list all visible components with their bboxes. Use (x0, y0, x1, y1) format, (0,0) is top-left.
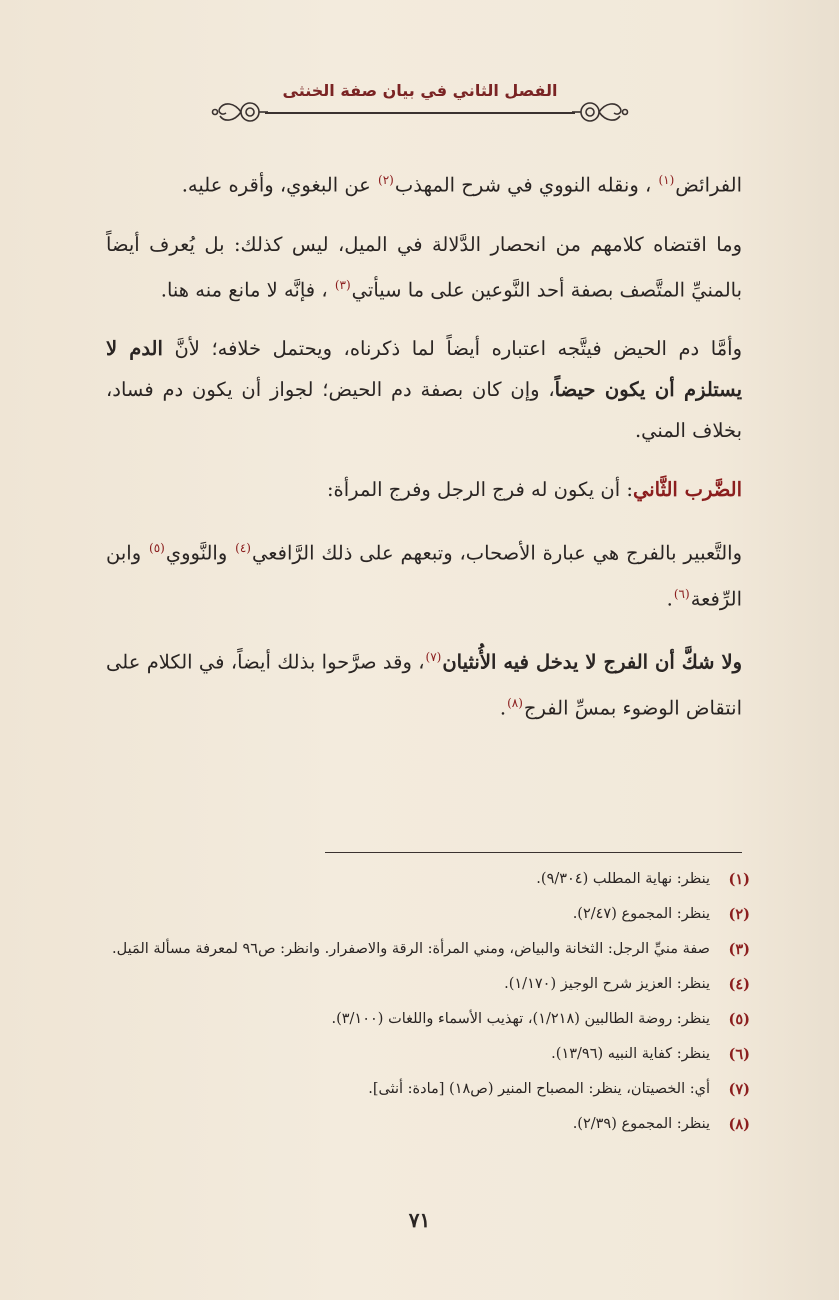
footnote-number: (٥) (728, 1011, 750, 1028)
header-rule (265, 112, 575, 114)
section-heading: الضَّرب الثَّاني (632, 478, 742, 501)
footnote-ref[interactable]: (٢) (378, 173, 394, 187)
footnote-number: (٢) (728, 906, 750, 923)
text-span: ، وقد صرَّحوا بذلك أيضاً، في الكلام على انتقاض الوضوء بمسِّ الفرج (106, 650, 742, 719)
text-span: ، ونقله النووي في شرح المهذب (394, 173, 652, 197)
footnote-item (104, 1002, 750, 1037)
paragraph-5 (106, 528, 742, 619)
footnote-ref[interactable]: (٣) (334, 277, 351, 292)
footnote-item (104, 1037, 750, 1072)
footnote-text: ينظر: كفاية النبيه (١٣/٩٦). (551, 1046, 710, 1062)
footnote-number: (١) (728, 871, 750, 888)
footnote-number: (٦) (728, 1046, 750, 1063)
footnote-separator (325, 852, 742, 853)
emphasis-text: ولا شكَّ أن الفرج لا يدخل فيه الأُنثيان (442, 650, 742, 674)
footnote-ref[interactable]: (٧) (425, 650, 442, 664)
chapter-title: الفصل الثاني في بيان صفة الخنثى (282, 81, 558, 100)
footnote-number: (٧) (728, 1081, 750, 1098)
text-span: . (666, 587, 673, 610)
text-span: : أن يكون له فرج الرجل وفرج المرأة: (326, 478, 633, 501)
footnote-ref[interactable]: (١) (658, 173, 675, 187)
footnote-ref[interactable]: (٤) (235, 541, 251, 555)
text-span: عن البغوي، وأقره عليه. (181, 173, 371, 197)
main-text (106, 160, 742, 746)
footnote-text: صفة منيِّ الرجل: الثخانة والبياض، ومني المرأة: الرقة والاصفرار. وانظر: ص٩٦ لمعرفة مسألة المَيل. (112, 941, 710, 957)
footnote-number: (٣) (728, 941, 750, 958)
text-span: ، فإنَّه لا مانع منه هنا. (160, 278, 328, 301)
paragraph-6 (106, 637, 742, 728)
footnote-ref[interactable]: (٥) (149, 541, 165, 555)
footnote-text: ينظر: المجموع (٢/٣٩). (572, 1116, 710, 1132)
paragraph-3 (106, 328, 742, 451)
emphasis-text: الدم لا يستلزم أن يكون حيضاً (106, 337, 743, 401)
text-span: ، وإن كان بصفة دم الحيض؛ لجواز أن يكون دم فساد، بخلاف المني. (106, 378, 742, 442)
footnote-item (104, 967, 750, 1002)
ornament-left-icon (210, 96, 268, 128)
text-span: وابن الرِّفعة (106, 541, 742, 610)
paragraph-1 (106, 160, 742, 206)
text-span: وأمَّا دم الحيض فيتَّجه اعتباره أيضاً لما ذكرناه، ويحتمل خلافه؛ لأنَّ (174, 337, 742, 360)
text-span: والتَّعبير بالفرج هي عبارة الأصحاب، وتبعهم على ذلك الرَّافعي (251, 541, 743, 565)
text-span: الفرائض (675, 173, 742, 197)
footnotes (104, 862, 750, 1142)
footnote-item (104, 862, 750, 897)
footnote-text: ينظر: العزيز شرح الوجيز (١/١٧٠). (504, 976, 710, 992)
paragraph-2 (106, 224, 742, 311)
text-span: . (499, 696, 507, 719)
footnote-item (104, 1107, 750, 1142)
footnote-number: (٨) (728, 1116, 750, 1133)
footnote-text: ينظر: المجموع (٢/٤٧). (572, 906, 710, 922)
footnote-text: أي: الخصيتان، ينظر: المصباح المنير (ص١٨) [مادة: أنثى]. (368, 1081, 710, 1097)
text-span: والنَّووي (165, 541, 228, 565)
page-number: ٧١ (408, 1208, 431, 1232)
ornament-right-icon (572, 96, 630, 128)
footnote-text: ينظر: نهاية المطلب (٩/٣٠٤). (536, 871, 710, 887)
text-span: وما اقتضاه كلامهم من انحصار الدَّلالة في الميل، ليس كذلك: بل يُعرف أيضاً بالمنيِّ المتَّصف بصفة أحد النَّوعين على ما سيأتي (106, 232, 742, 301)
footnote-item (104, 932, 750, 967)
footnote-item (104, 897, 750, 932)
footnote-ref[interactable]: (٨) (507, 695, 523, 710)
page-header (210, 78, 630, 134)
footnote-number: (٤) (728, 976, 750, 993)
footnote-item (104, 1072, 750, 1107)
footnote-text: ينظر: روضة الطالبين (١/٢١٨)، تهذيب الأسماء واللغات (٣/١٠٠). (331, 1011, 710, 1027)
paragraph-4 (106, 469, 742, 510)
footnote-ref[interactable]: (٦) (673, 586, 690, 601)
